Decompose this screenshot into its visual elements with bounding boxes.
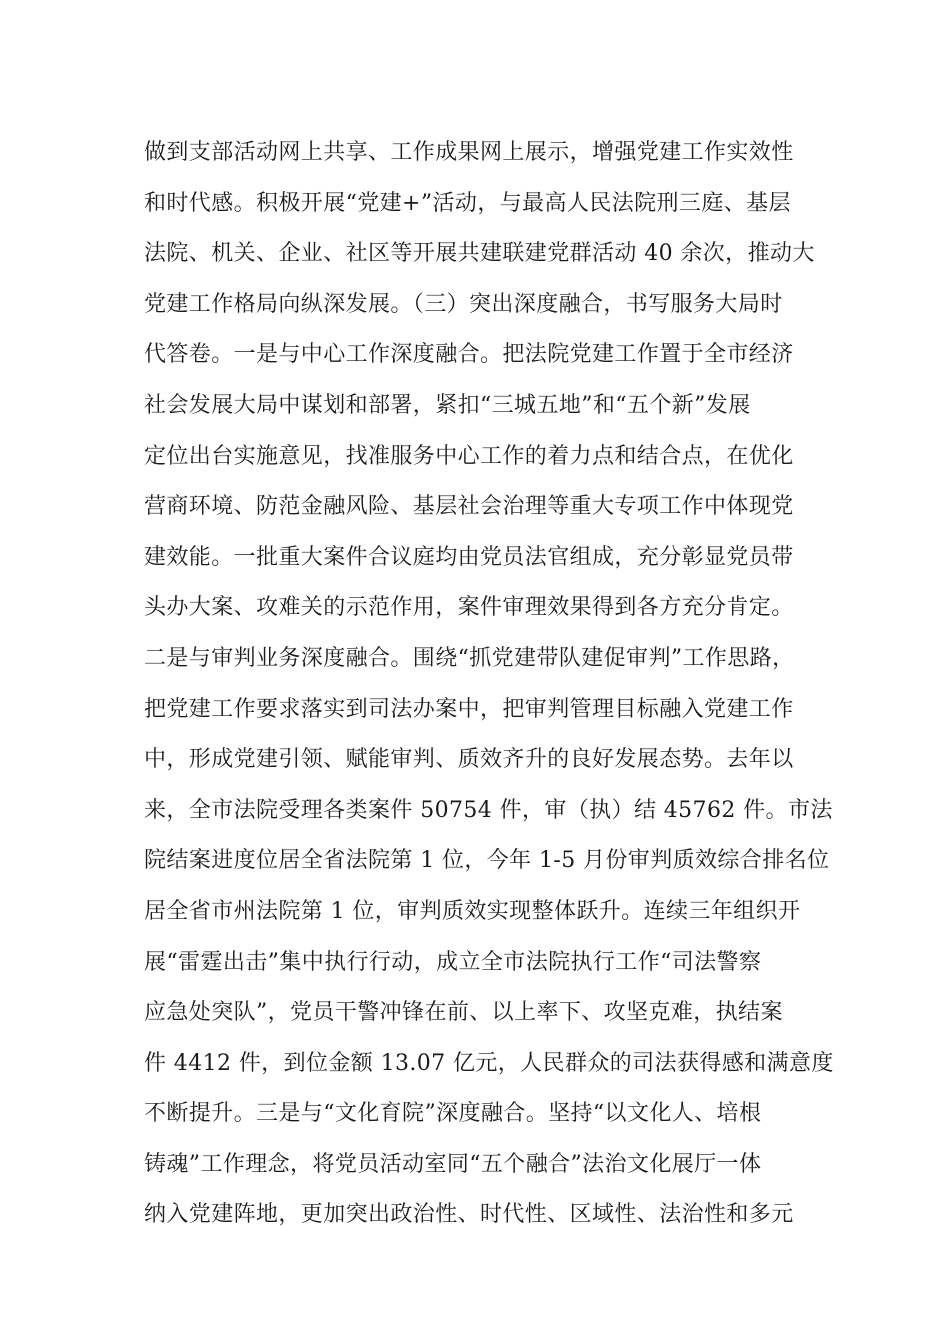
text-line: 定位出台实施意见，找准服务中心工作的着力点和结合点，在优化: [144, 443, 794, 469]
text-line: 居全省市州法院第 1 位，审判质效实现整体跃升。连续三年组织开: [144, 898, 801, 924]
text-line: 纳入党建阵地，更加突出政治性、时代性、区域性、法治性和多元: [144, 1202, 794, 1228]
text-line: 来，全市法院受理各类案件 50754 件，审（执）结 45762 件。市法: [144, 797, 833, 823]
text-line: 和时代感。积极开展“党建+”活动，与最高人民法院刑三庭、基层: [144, 190, 791, 216]
text-line: 社会发展大局中谋划和部署，紧扣“三城五地”和“五个新”发展: [144, 392, 751, 418]
text-line: 代答卷。一是与中心工作深度融合。把法院党建工作置于全市经济: [144, 342, 794, 368]
text-line: 件 4412 件，到位金额 13.07 亿元，人民群众的司法获得感和满意度: [144, 1050, 834, 1076]
body-text: [144, 128, 844, 1241]
text-line: 营商环境、防范金融风险、基层社会治理等重大专项工作中体现党: [144, 494, 794, 520]
text-line: 应急处突队”，党员干警冲锋在前、以上率下、攻坚克难，执结案: [144, 1000, 783, 1026]
text-line: 中，形成党建引领、赋能审判、质效齐升的良好发展态势。去年以: [144, 747, 794, 773]
text-line: 铸魂”工作理念，将党员活动室同“五个融合”法治文化展厅一体: [144, 1151, 762, 1177]
text-line: 二是与审判业务深度融合。围绕“抓党建带队建促审判”工作思路，: [144, 645, 795, 671]
text-line: 不断提升。三是与“文化育院”深度融合。坚持“以文化人、培根: [144, 1101, 762, 1127]
text-line: 把党建工作要求落实到司法办案中，把审判管理目标融入党建工作: [144, 696, 794, 722]
text-line: 做到支部活动网上共享、工作成果网上展示，增强党建工作实效性: [144, 140, 794, 165]
text-line: 头办大案、攻难关的示范作用，案件审理效果得到各方充分肯定。: [144, 595, 794, 621]
text-line: 党建工作格局向纵深发展。（三）突出深度融合，书写服务大局时: [144, 291, 783, 317]
text-line: 院结案进度位居全省法院第 1 位，今年 1-5 月份审判质效综合排名位: [144, 848, 830, 874]
text-line: 建效能。一批重大案件合议庭均由党员法官组成，充分彰显党员带: [144, 544, 794, 570]
text-line: 法院、机关、企业、社区等开展共建联建党群活动 40 余次，推动大: [144, 241, 815, 267]
text-line: 展“雷霆出击”集中执行行动，成立全市法院执行工作“司法警察: [144, 949, 762, 975]
